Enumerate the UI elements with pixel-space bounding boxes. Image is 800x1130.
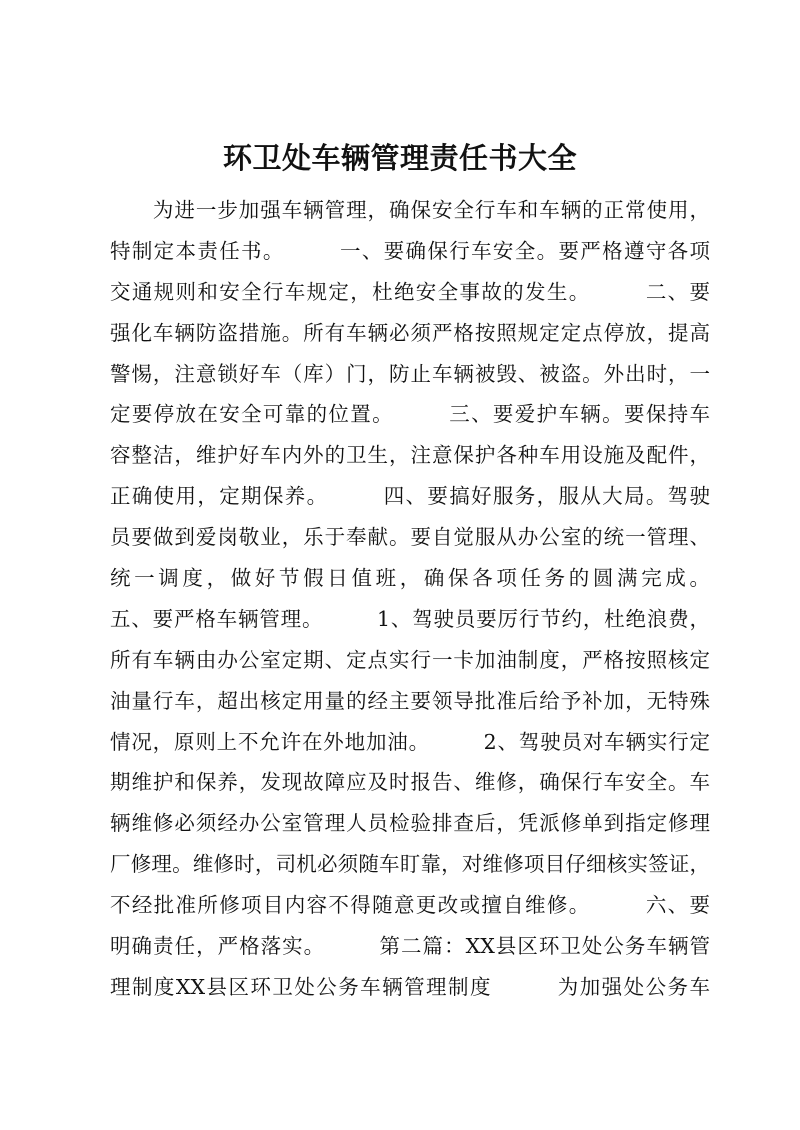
paragraph-line: 特制定本责任书。 一、要确保行车安全。要严格遵守各项 — [110, 238, 710, 263]
document-title: 环卫处车辆管理责任书大全 — [222, 141, 577, 175]
paragraph-line: 强化车辆防盗措施。所有车辆必须严格按照规定定点停放，提高 — [110, 320, 710, 345]
paragraph-line: 期维护和保养，发现故障应及时报告、维修，确保行车安全。车 — [110, 770, 710, 795]
paragraph-line: 为进一步加强车辆管理，确保安全行车和车辆的正常使用， — [110, 198, 710, 222]
paragraph-line: 厂修理。维修时，司机必须随车盯靠，对维修项目仔细核实签证， — [110, 852, 710, 877]
paragraph-line: 交通规则和安全行车规定，杜绝安全事故的发生。 二、要 — [110, 279, 710, 304]
paragraph-line: 明确责任，严格落实。 第二篇：XX县区环卫处公务车辆管 — [110, 934, 710, 959]
paragraph-line: 理制度XX县区环卫处公务车辆管理制度 为加强处公务车 — [110, 974, 710, 999]
document-body — [110, 190, 710, 1008]
paragraph-line: 情况，原则上不允许在外地加油。 2、驾驶员对车辆实行定 — [110, 729, 710, 754]
paragraph-line: 正确使用，定期保养。 四、要搞好服务，服从大局。驾驶 — [110, 484, 710, 509]
paragraph-line: 辆维修必须经办公室管理人员检验排查后，凭派修单到指定修理 — [110, 811, 710, 836]
paragraph-line: 容整洁，维护好车内外的卫生，注意保护各种车用设施及配件， — [110, 443, 710, 468]
paragraph-line: 警惕，注意锁好车（库）门，防止车辆被毁、被盗。外出时，一 — [110, 361, 710, 386]
paragraph-line: 统一调度，做好节假日值班，确保各项任务的圆满完成。 — [110, 566, 710, 591]
paragraph-line: 所有车辆由办公室定期、定点实行一卡加油制度，严格按照核定 — [110, 647, 710, 672]
paragraph-line: 员要做到爱岗敬业，乐于奉献。要自觉服从办公室的统一管理、 — [110, 525, 710, 550]
paragraph-line: 五、要严格车辆管理。 1、驾驶员要厉行节约，杜绝浪费， — [110, 606, 710, 631]
paragraph-line: 不经批准所修项目内容不得随意更改或擅自维修。 六、要 — [110, 893, 710, 918]
paragraph-line: 油量行车，超出核定用量的经主要领导批准后给予补加，无特殊 — [110, 688, 710, 713]
paragraph-line: 定要停放在安全可靠的位置。 三、要爱护车辆。要保持车 — [110, 402, 710, 427]
